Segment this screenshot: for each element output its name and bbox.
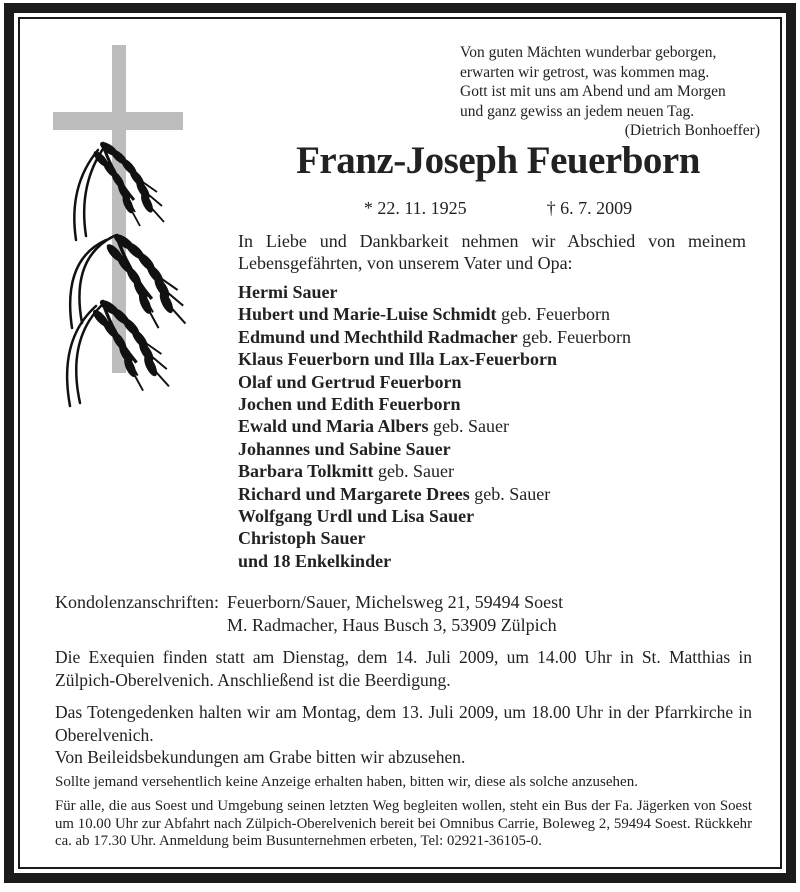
mourner-row: Richard und Margarete Drees geb. Sauer — [238, 483, 551, 504]
intro-text: In Liebe und Dankbarkeit nehmen wir Abschied von meinem Lebensgefährten, von unserem Vater und Opa: — [238, 231, 746, 273]
outer-border — [4, 3, 796, 883]
condolence-address: M. Radmacher, Haus Busch 3, 53909 Zülpich — [226, 615, 557, 635]
quote-line: und ganz gewiss an jedem neuen Tag. — [460, 102, 695, 120]
exequien-paragraph: Die Exequien finden statt am Dienstag, dem 14. Juli 2009, um 14.00 Uhr in St. Matthias in Zülpich-Oberelvenich. Anschließend ist die Beerdigung. — [55, 647, 752, 690]
mourner-row: Ewald und Maria Albers geb. Sauer — [238, 416, 510, 437]
quote-line: Von guten Mächten wunderbar geborgen, — [460, 44, 717, 61]
mourners-list — [238, 281, 768, 572]
obituary-notice — [20, 19, 780, 867]
mourner-row: Hermi Sauer — [238, 282, 338, 302]
condolence-address: Feuerborn/Sauer, Michelsweg 21, 59494 Soest — [226, 592, 564, 612]
opening-quote — [460, 43, 760, 141]
mourner-row: Wolfgang Urdl und Lisa Sauer — [238, 506, 475, 527]
quote-line: Gott ist mit uns am Abend und am Morgen — [460, 83, 726, 100]
birth-date: * 22. 11. 1925 — [363, 198, 467, 218]
mourner-row: Edmund und Mechthild Radmacher geb. Feuerborn — [238, 326, 632, 347]
condolence-addresses — [55, 591, 755, 637]
mourner-row: Barbara Tolkmitt geb. Sauer — [238, 461, 455, 482]
mourner-row: Johannes und Sabine Sauer — [238, 438, 451, 459]
bus-paragraph: Für alle, die aus Soest und Umgebung seinen letzten Weg begleiten wollen, steht ein Bus der Fa. Jägerken von Soest um 10.00 Uhr zur Abfahrt nach Zülpich-Oberelvenich bereit bei Omnibus Carrie, Boleweg 2, 59494 Soest. Rückkehr ca. ab 17.30 Uhr. Anmeldung beim Busunternehmen erbeten, Tel: 02921-36105-0. — [55, 798, 752, 849]
death-date: † 6. 7. 2009 — [546, 198, 633, 218]
mourner-row: und 18 Enkelkinder — [238, 550, 392, 571]
cross-and-wheat-icon — [40, 38, 240, 418]
quote-attribution: (Dietrich Bonhoeffer) — [624, 122, 760, 139]
condolence-address-list — [227, 591, 563, 637]
wheat-icon — [67, 140, 185, 406]
totengedenken-paragraph: Das Totengedenken halten wir am Montag, dem 13. Juli 2009, um 18.00 Uhr in der Pfarrkirche in Oberelvenich. — [55, 702, 752, 745]
deceased-name: Franz-Joseph Feuerborn — [296, 139, 700, 182]
beileid-paragraph: Von Beileidsbekundungen am Grabe bitten wir abzusehen. — [55, 747, 466, 767]
condolence-label: Kondolenzanschriften: — [55, 592, 219, 612]
mourner-row: Hubert und Marie-Luise Schmidt geb. Feuerborn — [238, 304, 610, 325]
mourner-row: Jochen und Edith Feuerborn — [238, 394, 461, 415]
hinweis-paragraph: Sollte jemand versehentlich keine Anzeige erhalten haben, bitten wir, diese als solche anzusehen. — [55, 774, 638, 790]
life-dates — [218, 197, 778, 219]
mourner-row: Christoph Sauer — [238, 528, 366, 549]
inner-border — [18, 17, 782, 869]
mourner-row: Olaf und Gertrud Feuerborn — [238, 371, 462, 392]
mourner-row: Klaus Feuerborn und Illa Lax-Feuerborn — [238, 349, 558, 370]
quote-line: erwarten wir getrost, was kommen mag. — [460, 63, 710, 81]
